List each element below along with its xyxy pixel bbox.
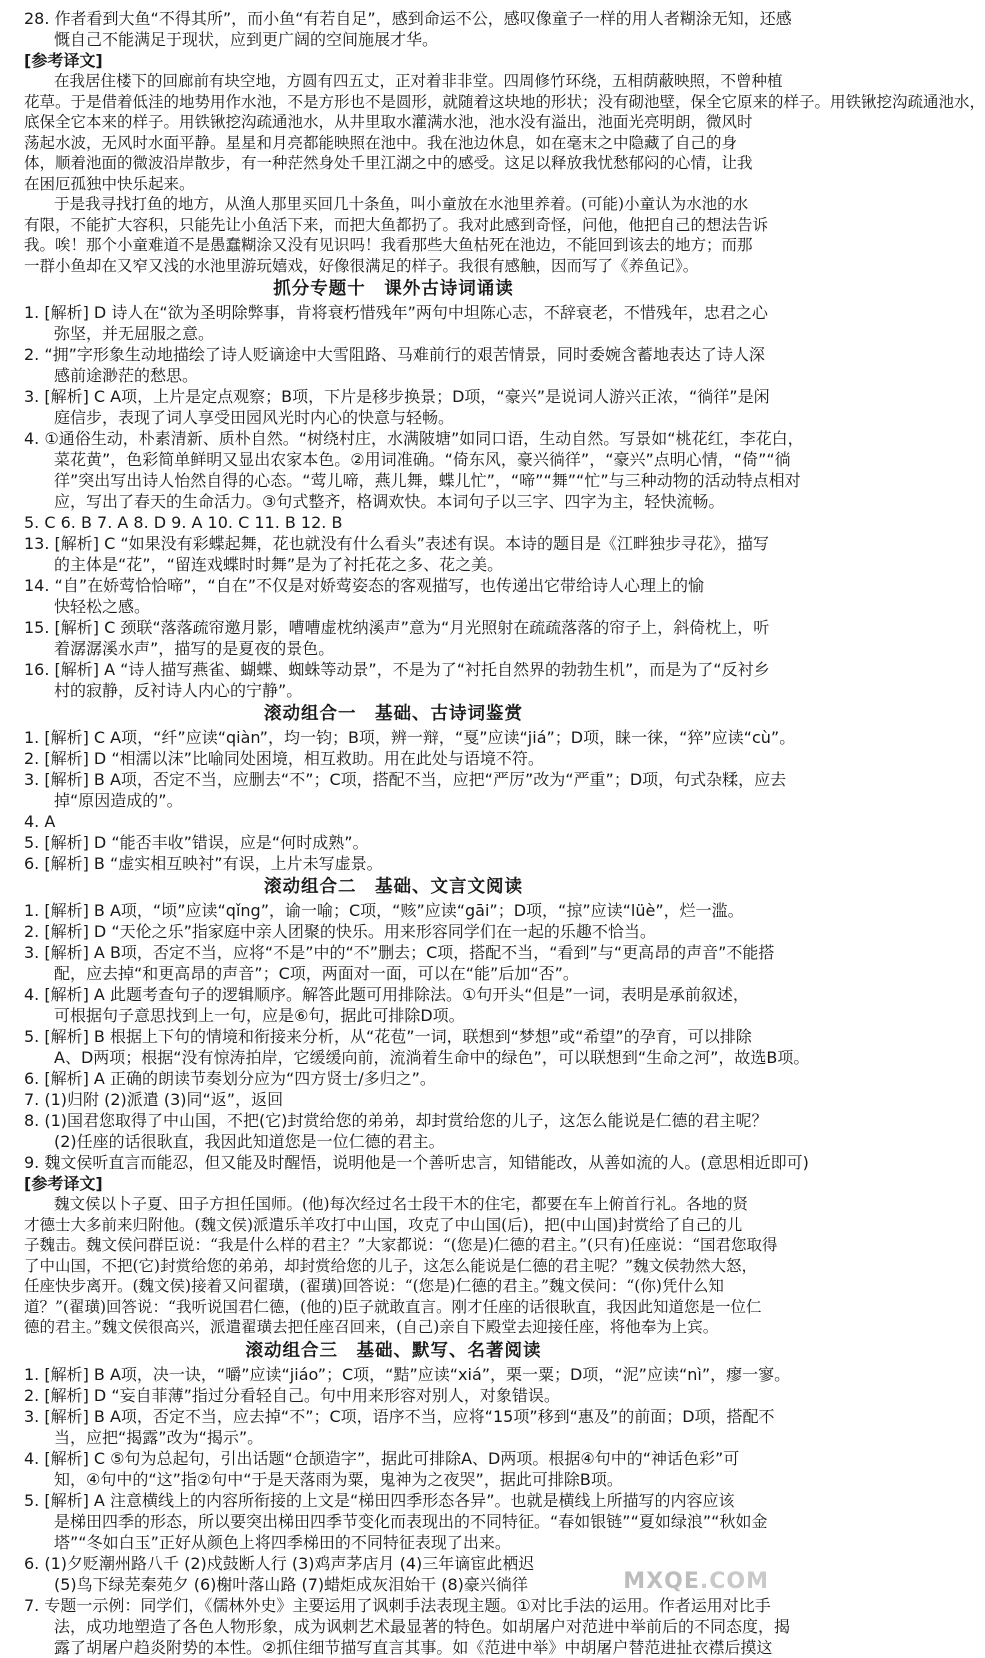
- section-heading: 滚动组合二 基础、文言文阅读: [264, 877, 523, 897]
- text-line: 掉“原因造成的”。: [54, 791, 183, 810]
- text-line: 着潺潺溪水声”，描写的是夏夜的景色。: [54, 639, 335, 658]
- text-line: 知，④句中的“这”指②句中“于是天落雨为粟，鬼神为之夜哭”，据此可排除B项。: [54, 1469, 623, 1489]
- section-heading: 抓分专题十 课外古诗词诵读: [273, 279, 514, 299]
- text-line: 5. [解析] B 根据上下句的情境和衔接来分析，从“花苞”一词，联想到“梦想”或“希望”的孕育，可以排除: [24, 1027, 752, 1046]
- text-line: 是梯田四季的形态，所以要突出梯田四季节变化而表现出的不同特征。“春如银链”“夏如绿浪”“秋如金: [54, 1511, 768, 1531]
- text-line: 任座快步离开。(魏文侯)接着又问翟璜，(翟璜)回答说：“(您是)仁德的君主。”魏文侯问：“(你)凭什么知: [24, 1277, 724, 1295]
- text-line: 荡起水波，无风时水面平静。星星和月亮都能映照在池中。我在池边休息，如在毫末之中隐藏了自己的身: [24, 133, 738, 152]
- text-line: 子魏击。魏文侯问群臣说：“我是什么样的君主？”大家都说：“(您是)仁德的君主。”(只有)任座说：“国君您取得: [24, 1236, 778, 1254]
- text-line: 村的寂静，反衬诗人内心的宁静”。: [54, 681, 303, 700]
- text-line: 9. 魏文侯听直言而能忍，但又能及时醒悟，说明他是一个善听忠言，知错能改，从善如流的人。(意思相近即可): [24, 1153, 809, 1172]
- text-line: 3. [解析] A B项，否定不当，应将“不是”中的“不”删去；C项，搭配不当，“看到”与“更高昂的声音”不能搭: [24, 943, 775, 962]
- watermark-suffix: .COM: [699, 1569, 769, 1594]
- text-line: 5. [解析] A 注意横线上的内容所衔接的上文是“梯田四季形态各异”。也就是横线上所描写的内容应该: [24, 1490, 735, 1510]
- text-line: [参考译文]: [24, 51, 103, 70]
- text-line: 了中山国，不把(它)封赏给您的弟弟，却封赏给您的儿子，这怎么能说是仁德的君主呢？”魏文侯勃然大怒，: [24, 1256, 758, 1275]
- text-line: 露了胡屠户趋炎附势的本性。②抓住细节描写直言其事。如《范进中举》中胡屠户替范进扯衣襟后摸这: [54, 1637, 773, 1657]
- section-heading: 滚动组合三 基础、默写、名著阅读: [245, 1340, 542, 1361]
- text-line: 菜花黄”，色彩简单鲜明又显出农家本色。②用词准确。“倚东风，豪兴徜徉”，“豪兴”点明心情，“倚”“徜: [54, 450, 791, 469]
- text-line: 塔”“冬如白玉”正好从颜色上将四季梯田的不同特征表现了出来。: [54, 1532, 511, 1552]
- text-line: 3. [解析] C A项，上片是定点观察；B项，下片是移步换景；D项，“豪兴”是说词人游兴正浓，“徜徉”是闲: [24, 387, 770, 406]
- text-line: 5. [解析] D “能否丰收”错误，应是“何时成熟”。: [24, 833, 369, 852]
- text-line: 可根据句子意思找到上一句，应是⑥句，据此可排除D项。: [54, 1006, 465, 1025]
- text-line: 庭信步，表现了词人享受田园风光时内心的快意与轻畅。: [54, 408, 455, 427]
- text-line: 于是我寻找打鱼的地方，从渔人那里买回几十条鱼，叫小童放在水池里养着。(可能)小童认为水池的水: [54, 195, 749, 213]
- text-line: 体，顺着池面的微波沿岸散步，有一种茫然身处千里江湖之中的感受。这足以释放我忧愁郁闷的心情，让我: [24, 154, 753, 172]
- text-line: 徉”突出写出诗人怡然自得的心态。“莺儿啼，燕儿舞，蝶儿忙”，“啼”“舞”“忙”与三种动物的活动特点相对: [54, 471, 801, 490]
- text-line: 13. [解析] C “如果没有彩蝶起舞，花也就没有什么看头”表述有误。本诗的题目是《江畔独步寻花》，描写: [24, 534, 769, 553]
- text-line: 在我居住楼下的回廊前有块空地，方圆有四五丈，正对着非非堂。四周修竹环绕，五相荫蔽映照，不曾种植: [54, 72, 783, 90]
- text-line: 当，应把“揭露”改为“揭示”。: [54, 1427, 264, 1447]
- text-line: 感前途渺茫的愁思。: [54, 366, 199, 385]
- text-line: 才德士大多前来归附他。(魏文侯)派遣乐羊攻打中山国，攻克了中山国(后)，把(中山国)封赏给了自己的儿: [24, 1215, 743, 1234]
- text-line: 6. (1)夕贬潮州路八千 (2)戍鼓断人行 (3)鸡声茅店月 (4)三年谪宦此栖迟: [24, 1553, 535, 1573]
- text-line: 6. [解析] A 正确的朗读节奏划分应为“四方贤士/多归之”。: [24, 1069, 436, 1088]
- text-line: 一群小鱼却在又窄又浅的水池里游玩嬉戏，好像很满足的样子。我很有感触，因而写了《养鱼记》。: [24, 256, 699, 275]
- text-line: 14. “自”在娇莺恰恰啼”，“自在”不仅是对娇莺姿态的客观描写，也传递出它带给诗人心理上的愉: [24, 576, 704, 595]
- text-line: 在困厄孤独中快乐起来。: [24, 174, 195, 193]
- watermark-text: MXQE: [623, 1569, 700, 1594]
- text-line: (2)任座的话很耿直，我因此知道您是一位仁德的君主。: [54, 1132, 445, 1151]
- text-line: 2. [解析] D “天伦之乐”指家庭中亲人团聚的快乐。用来形容同学们在一起的乐趣不恰当。: [24, 922, 656, 941]
- text-line: 花草。于是借着低洼的地势用作水池，不是方形也不是圆形，就随着这块地的形状；没有砌池壁，保全它原来的样子。用铁锹挖沟疏通池水，: [24, 92, 985, 111]
- text-line: 有限，不能扩大容积，只能先让小鱼活下来，而把大鱼都扔了。我对此感到奇怪，问他，他把自己的想法告诉: [24, 215, 769, 234]
- text-line: 16. [解析] A “诗人描写燕雀、蝴蝶、蜘蛛等动景”，不是为了“衬托自然界的勃勃生机”，而是为了“反衬乡: [24, 660, 770, 679]
- text-line: 15. [解析] C 颈联“落落疏帘邀月影，嘈嘈虚枕纳溪声”意为“月光照射在疏疏落落的帘子上，斜倚枕上，听: [24, 618, 770, 637]
- text-line: A、D两项；根据“没有惊涛拍岸，它缓缓向前，流淌着生命中的绿色”，可以联想到“生命之河”，故选B项。: [54, 1048, 810, 1067]
- text-line: 法，成功地塑造了各色人物形象，成为讽刺艺术最显著的特色。如胡屠户对范进中举前后的不同态度，揭: [54, 1616, 791, 1636]
- text-line: 4. [解析] A 此题考查句子的逻辑顺序。解答此题可用排除法。①句开头“但是”一词，表明是承前叙述，: [24, 985, 749, 1004]
- text-line: 8. (1)国君您取得了中山国，不把(它)封赏给您的弟弟，却封赏给您的儿子，这怎么能说是仁德的君主呢？: [24, 1111, 768, 1130]
- text-line: 1. [解析] C A项，“纤”应读“qiàn”，均一钧；B项，辨一辩，“戛”应读“jiá”；D项，睐一徕，“猝”应读“cù”。: [24, 728, 796, 747]
- text-line: 德的君主。”魏文侯很高兴，派遣翟璜去把任座召回来，(自己)亲自下殿堂去迎接任座，将他奉为上宾。: [24, 1318, 719, 1336]
- text-line: 2. “拥”字形象生动地描绘了诗人贬谪途中大雪阻路、马难前行的艰苦情景，同时委婉含蓄地表达了诗人深: [24, 345, 765, 364]
- text-line: 3. [解析] B A项，否定不当，应删去“不”；C项，搭配不当，应把“严厉”改为“严重”；D项，句式杂糅，应去: [24, 770, 787, 789]
- text-line: 7. (1)归附 (2)派遣 (3)同“返”，返回: [24, 1090, 284, 1109]
- text-line: 底保全它本来的样子。用铁锹挖沟疏通池水，从井里取水灌满水池，池水没有溢出，池面光亮明朗，微风时: [24, 113, 753, 131]
- text-line: 28. 作者看到大鱼“不得其所”，而小鱼“有若自足”，感到命运不公，感叹像童子一样的用人者糊涂无知，还感: [24, 9, 792, 28]
- section-heading: 滚动组合一 基础、古诗词鉴赏: [264, 704, 523, 724]
- text-line: 2. [解析] D “妄自菲薄”指过分看轻自己。句中用来形容对别人，对象错误。: [24, 1385, 560, 1405]
- text-line: 3. [解析] B A项，否定不当，应去掉“不”；C项，语序不当，应将“15项”移到“惠及”的前面；D项，搭配不: [24, 1406, 775, 1426]
- text-line: 1. [解析] B A项，决一诀，“嚼”应读“jiáo”；C项，“黠”应读“xiá”，栗一粟；D项，“泥”应读“nì”，瘳一寥。: [24, 1364, 791, 1384]
- watermark-logo: [623, 1569, 769, 1594]
- text-line: [参考译文]: [24, 1174, 103, 1193]
- text-line: 4. A: [24, 812, 56, 831]
- text-line: 慨自己不能满足于现状，应到更广阔的空间施展才华。: [54, 30, 439, 49]
- text-line: 魏文侯以卜子夏、田子方担任国师。(他)每次经过名士段干木的住宅，都要在车上俯首行礼。各地的贤: [54, 1195, 749, 1213]
- text-line: 弥坚，并无屈服之意。: [54, 324, 215, 343]
- text-line: 快轻松之感。: [54, 597, 151, 616]
- text-line: 我。唉！那个小童难道不是愚蠢糊涂又没有见识吗！我看那些大鱼枯死在池边，不能回到该去的地方；而那: [24, 236, 753, 254]
- text-line: 4. ①通俗生动，朴素清新、质朴自然。“树绕村庄，水满陂塘”如同口语，生动自然。写景如“桃花红，李花白，: [24, 429, 804, 448]
- text-line: 5. C 6. B 7. A 8. D 9. A 10. C 11. B 12. B: [24, 513, 343, 532]
- text-line: 7. 专题一示例：同学们，《儒林外史》主要运用了讽刺手法表现主题。①对比手法的运用。作者运用对比手: [24, 1595, 771, 1615]
- text-line: 4. [解析] C ⑤句为总起句，引出话题“仓颉造字”，据此可排除A、D两项。根据④句中的“神话色彩”可: [24, 1448, 740, 1468]
- text-line: 配，应去掉“和更高昂的声音”；C项，两面对一面，可以在“能”后加“否”。: [54, 964, 579, 983]
- text-line: 应，写出了春天的生命活力。③句式整齐，格调欢快。本词句子以三字、四字为主，轻快流畅。: [54, 492, 725, 511]
- text-line: 1. [解析] D 诗人在“欲为圣明除弊事，肯将衰朽惜残年”两句中坦陈心志，不辞衰老，不惜残年，忠君之心: [24, 303, 768, 322]
- text-line: 6. [解析] B “虚实相互映衬”有误，上片未写虚景。: [24, 854, 383, 873]
- text-line: 道？”(翟璜)回答说：“我听说国君仁德，(他的)臣子就敢直言。刚才任座的话很耿直，我因此知道您是一位仁: [24, 1297, 762, 1316]
- text-line: 2. [解析] D “相濡以沫”比喻同处困境，相互救助。用在此处与语境不符。: [24, 749, 544, 768]
- text-line: 的主体是“花”，“留连戏蝶时时舞”是为了衬托花之多、花之美。: [54, 555, 504, 574]
- text-line: 1. [解析] B A项，“顷”应读“qǐng”，谕一喻；C项，“赅”应读“gāi”；D项，“掠”应读“lüè”，烂一滥。: [24, 901, 744, 920]
- text-line: (5)鸟下绿芜秦苑夕 (6)榭叶落山路 (7)蜡炬成灰泪始干 (8)豪兴徜徉: [54, 1574, 528, 1594]
